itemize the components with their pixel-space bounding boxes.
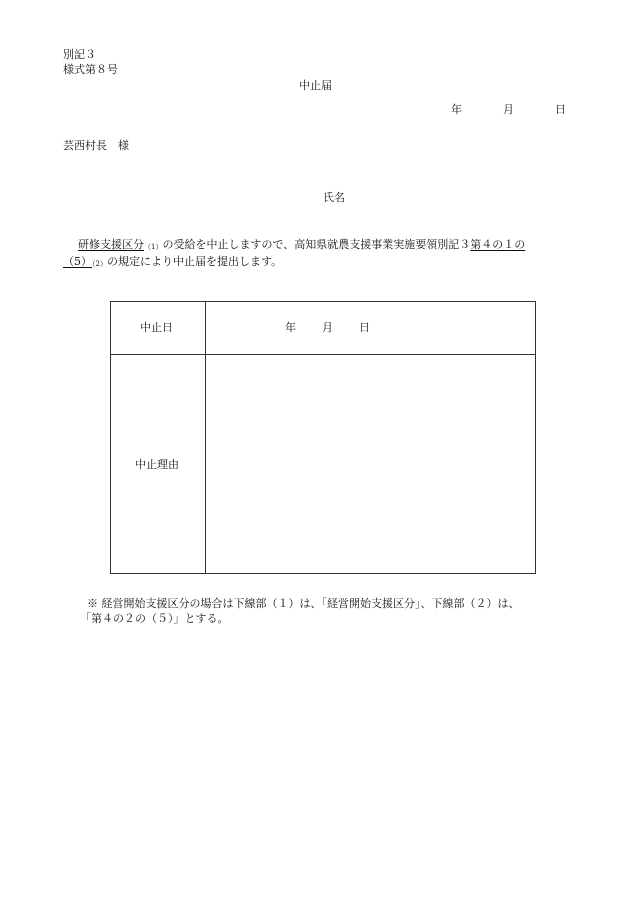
note-line-2: 「第４の２の（５）」とする。 <box>80 612 229 625</box>
cancellation-table <box>110 301 536 574</box>
table-vertical-divider <box>205 302 206 573</box>
applicant-name-label: 氏名 <box>323 191 345 204</box>
cancel-date-label: 中止日 <box>140 321 173 334</box>
cancel-date-day: 日 <box>359 321 370 334</box>
cancel-date-month: 月 <box>322 321 333 334</box>
date-year: 年 <box>451 103 462 116</box>
annex-label: 別記３ <box>63 48 96 61</box>
cancel-date-year: 年 <box>285 321 296 334</box>
body-line-1 <box>78 239 525 251</box>
body-text-1: の受給を中止しますので、高知県就農支援事業実施要領別記３ <box>162 238 471 251</box>
underlined-section-2b: （5） <box>63 255 92 268</box>
page-title: 中止届 <box>299 79 332 92</box>
table-horizontal-divider <box>111 354 535 355</box>
underlined-section-1: 研修支援区分 <box>78 238 144 251</box>
date-day: 日 <box>555 103 566 116</box>
cancel-reason-label: 中止理由 <box>135 458 179 471</box>
addressee: 芸西村長 様 <box>63 139 129 152</box>
form-number: 様式第８号 <box>63 63 118 76</box>
note-line-1: ※ 経営開始支援区分の場合は下線部（１）は、「経営開始支援区分」、下線部（２）は、 <box>87 597 520 610</box>
underlined-section-2a: 第４の１の <box>470 238 526 251</box>
underline-marker-1: （1） <box>144 243 163 251</box>
body-line-2 <box>63 256 282 268</box>
body-text-2: の規定により中止届を提出します。 <box>106 255 283 268</box>
date-month: 月 <box>503 103 514 116</box>
underline-marker-2: （2） <box>92 260 107 268</box>
